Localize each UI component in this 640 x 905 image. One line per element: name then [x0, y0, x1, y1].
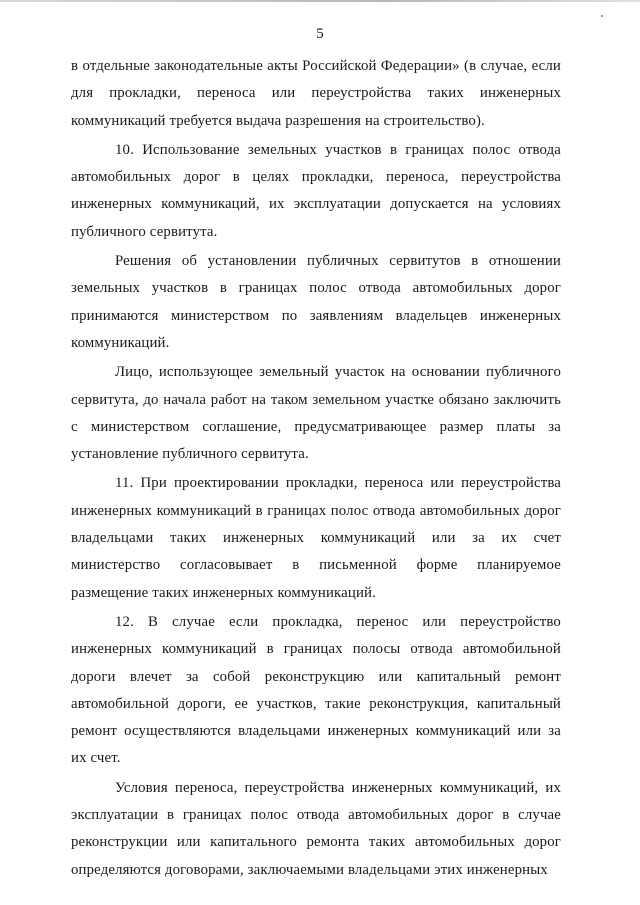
text-line: коммуникаций требуется выдача разрешения на строительство). [71, 112, 485, 129]
scan-speck [601, 15, 603, 17]
text-line: дороги влечет за собой реконструкцию или капитальный ремонт [71, 668, 561, 685]
text-line: коммуникаций. [71, 334, 170, 351]
text-line: в отдельные законодательные акты Российской Федерации» (в случае, если [71, 58, 561, 74]
paragraph [71, 53, 561, 135]
text-line: инженерных коммуникаций в границах полосы отвода автомобильной [71, 641, 561, 658]
text-line: Лицо, использующее земельный участок на основании публичного [115, 364, 561, 381]
paragraph [71, 470, 561, 606]
text-line: эксплуатации в границах полос отвода автомобильных дорог в случае [71, 807, 561, 824]
text-line: ремонт осуществляются владельцами инженерных коммуникаций или за [71, 723, 561, 740]
text-line: инженерных коммуникаций, их эксплуатации допускается на условиях [71, 196, 561, 213]
text-line: публичного сервитута. [71, 223, 218, 240]
scan-top-edge [0, 0, 640, 2]
text-line: 11. При проектировании прокладки, переноса или переустройства [115, 475, 561, 492]
text-line: Условия переноса, переустройства инженерных коммуникаций, их [115, 779, 561, 796]
text-line: автомобильной дороги, ее участков, такие реконструкция, капитальный [71, 695, 561, 712]
text-line: определяются договорами, заключаемыми владельцами этих инженерных [71, 861, 548, 878]
text-line: владельцами таких инженерных коммуникаций или за их счет [71, 530, 561, 547]
paragraph [71, 137, 561, 246]
text-line: инженерных коммуникаций в границах полос отвода автомобильных дорог [71, 502, 561, 519]
text-line: автомобильных дорог в целях прокладки, переноса, переустройства [71, 169, 561, 186]
page-number: 5 [316, 26, 324, 42]
paragraph [71, 775, 561, 884]
paragraph [71, 609, 561, 773]
paragraph [71, 248, 561, 357]
text-line: земельных участков в границах полос отвода автомобильных дорог [71, 280, 561, 297]
text-line: для прокладки, переноса или переустройства таких инженерных [71, 85, 561, 102]
text-line: 10. Использование земельных участков в границах полос отвода [115, 141, 561, 158]
text-line: министерство согласовывает в письменной форме планируемое [71, 557, 561, 574]
paragraph [71, 359, 561, 468]
document-body [71, 53, 561, 886]
text-line: сервитута, до начала работ на таком земельном участке обязано заключить [71, 391, 561, 408]
text-line: реконструкции или капитального ремонта таких автомобильных дорог [71, 834, 561, 851]
text-line: Решения об установлении публичных сервитутов в отношении [115, 253, 561, 270]
text-line: их счет. [71, 750, 121, 767]
text-line: принимаются министерством по заявлениям владельцев инженерных [71, 307, 561, 324]
text-line: с министерством соглашение, предусматривающее размер платы за [71, 418, 561, 435]
text-line: размещение таких инженерных коммуникаций. [71, 584, 376, 601]
text-line: 12. В случае если прокладка, перенос или переустройство [115, 613, 561, 630]
text-line: установление публичного сервитута. [71, 446, 309, 463]
